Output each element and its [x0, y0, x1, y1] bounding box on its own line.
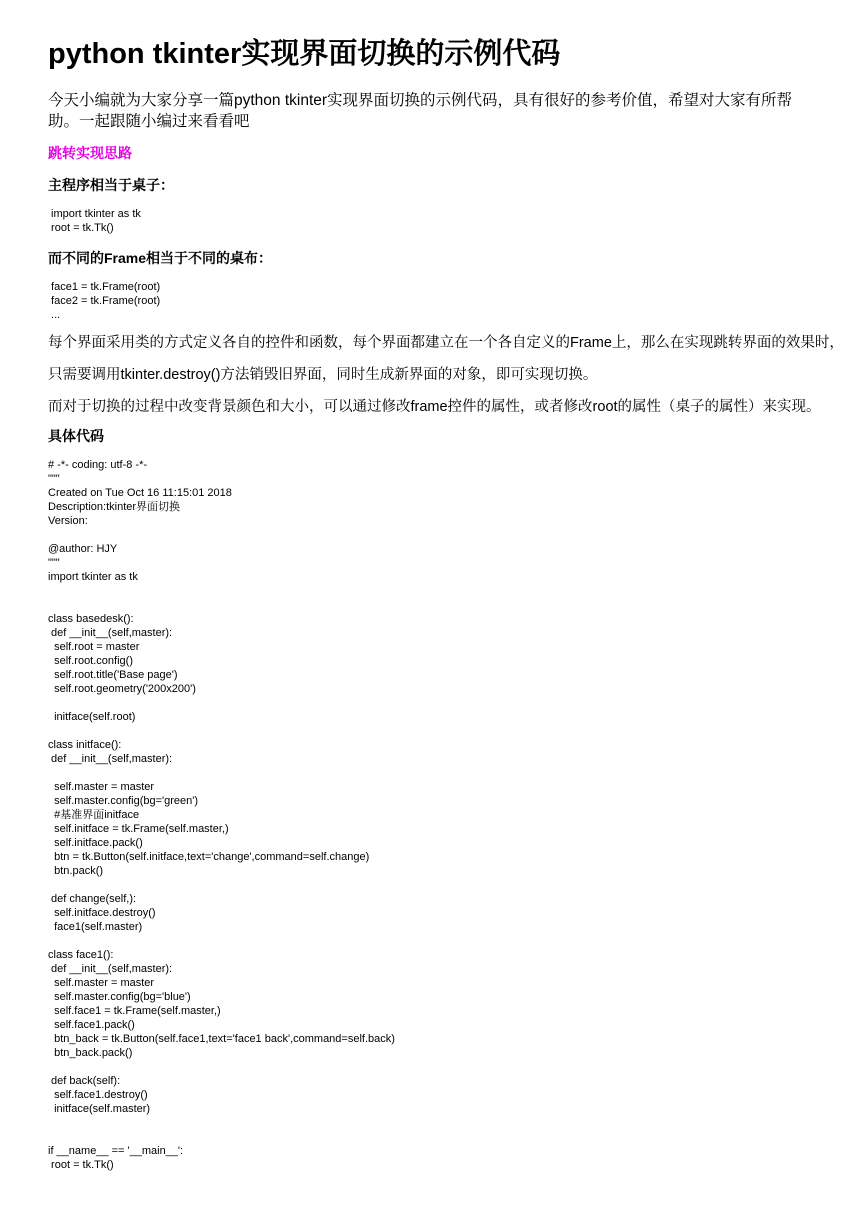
intro-paragraph: 今天小编就为大家分享一篇python tkinter实现界面切换的示例代码，具有很好的参考价值，希望对大家有所帮助。一起跟随小编过来看看吧: [48, 92, 793, 130]
section-heading-jump: 跳转实现思路: [48, 145, 132, 161]
code-block-main: import tkinter as tk root = tk.Tk(): [51, 208, 141, 234]
heading-main-program: 主程序相当于桌子：: [48, 177, 174, 193]
paragraph-1: 每个界面采用类的方式定义各自的控件和函数，每个界面都建立在一个各自定义的Frame上，那么在实现跳转界面的效果时，: [48, 335, 844, 351]
code-block-frame: face1 = tk.Frame(root) face2 = tk.Frame(root) ...: [51, 281, 161, 321]
heading-code: 具体代码: [48, 428, 104, 444]
heading-frame: 而不同的Frame相当于不同的桌布：: [48, 250, 273, 266]
paragraph-2: 只需要调用tkinter.destroy()方法销毁旧界面，同时生成新界面的对象，即可实现切换。: [48, 367, 598, 383]
paragraph-3: 而对于切换的过程中改变背景颜色和大小，可以通过修改frame控件的属性，或者修改root的属性（桌子的属性）来实现。: [48, 399, 821, 415]
code-block-full: # -*- coding: utf-8 -*- """ Created on Tue Oct 16 11:15:01 2018 Description:tkinter界面切换 Version: @author: HJY """ import tkinter as tk class basedesk(): def __init__(self,master): self.root = master self.root.config() self.root.title('Base page') self.root.geometry('200x200') initface(self.root) class initface(): def __init__(self,master): self.master = master self.master.config(bg='green') #基准界面initface self.initface = tk.Frame(self.master,) self.initface.pack() btn = tk.Button(self.initface,text='change',command=self.change) btn.pack() def change(self,): self.initface.destroy() face1(self.master) class face1(): def __init__(self,master): self.master = master self.master.config(bg='blue') self.face1 = tk.Frame(self.master,) self.face1.pack() btn_back = tk.Button(self.face1,text='face1 back',command=self.back) btn_back.pack() def back(self): self.face1.destroy() initface(self.master) if __name__ == '__main__': root = tk.Tk(): [48, 459, 395, 1171]
page-title: python tkinter实现界面切换的示例代码: [48, 38, 561, 70]
